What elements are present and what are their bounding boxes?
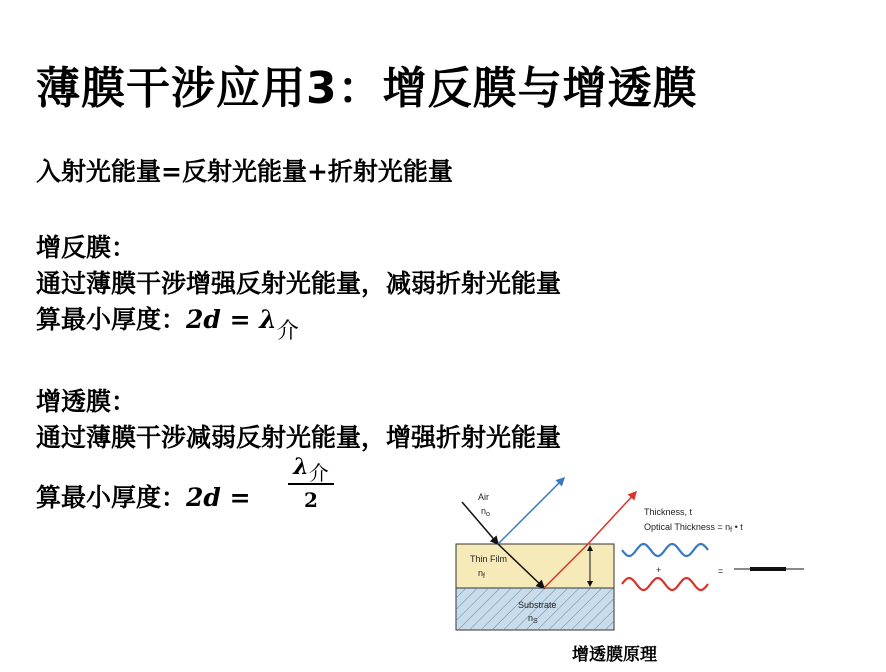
diagram-caption: 增透膜原理 [572,645,657,665]
equals-sign: = [718,566,724,576]
thickness-label: 算最小厚度： [36,305,187,334]
page-title: 薄膜干涉应用3：增反膜与增透膜 [36,63,698,114]
optical-thickness-label: Optical Thickness = $n_f$ • t [644,522,743,534]
formula-lhs: 2d = [186,483,251,512]
surface-reflected-ray [498,478,564,544]
thin-film-diagram [448,470,818,636]
film-index: $n_f$ [478,568,485,580]
exiting-ray [588,492,636,544]
substrate-index: $n_S$ [528,613,538,625]
air-index: $n_o$ [481,506,490,518]
formula-fraction [288,454,334,511]
formula-lhs: 2d = λ [186,305,277,334]
cancelled-wave-icon [750,567,786,571]
reflective-film-description: 通过薄膜干涉增强反射光能量，减弱折射光能量 [36,269,562,298]
plus-sign: + [656,565,662,575]
air-label: Air [478,492,489,502]
fraction-denominator: 2 [304,488,318,512]
reflective-film-formula [36,300,299,344]
reflective-film-heading: 增反膜： [36,233,137,262]
energy-equation: 入射光能量=反射光能量+折射光能量 [36,157,453,186]
thin-film-label: Thin Film [470,554,508,564]
fraction-numerator: λ介 [293,454,329,485]
red-wave-icon [622,578,708,590]
antireflective-film-description: 通过薄膜干涉减弱反射光能量，增强折射光能量 [36,423,562,452]
antireflective-film-formula [36,478,251,514]
incident-ray [462,502,498,544]
thickness-label: 算最小厚度： [36,483,187,512]
thickness-label: Thickness, t [644,507,693,517]
substrate-label: Substrate [518,600,557,610]
blue-wave-icon [622,544,708,556]
formula-subscript: 介 [276,319,299,344]
antireflective-film-heading: 增透膜： [36,387,137,416]
